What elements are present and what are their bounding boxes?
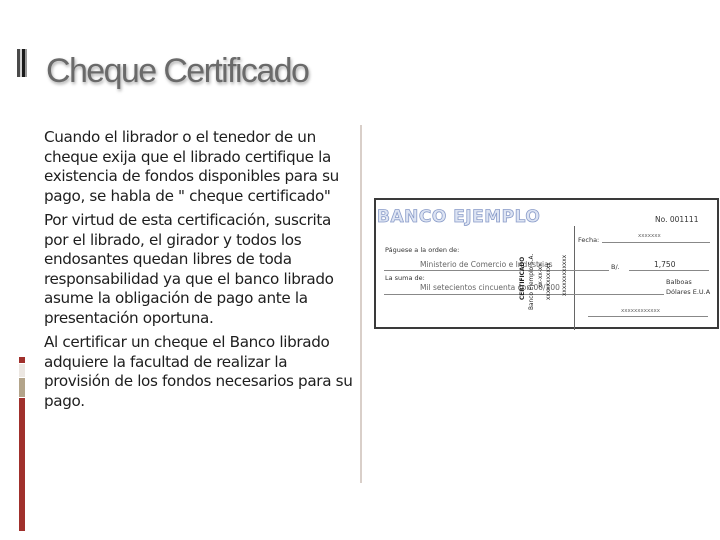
amount-line: [629, 270, 709, 271]
stamp-code-1: xxxxxxxxxxx: [546, 262, 552, 300]
title-marker-decoration: [17, 49, 27, 77]
bank-name: BANCO EJEMPLO: [377, 207, 541, 227]
sum-value: Mil setecientos cincuenta con 00/100: [420, 283, 560, 292]
accent-bar-tan: [19, 378, 25, 397]
payee-label: Páguese a la orden de:: [385, 246, 460, 254]
signature-value: xxxxxxxxxxxx: [621, 308, 661, 314]
stamp-code-2: xxxxxxxxxxxx: [562, 254, 568, 296]
amount-value: 1,750: [654, 260, 676, 269]
date-value: xxxxxxx: [638, 233, 661, 239]
accent-bar-red: [19, 398, 25, 531]
payee-line: [384, 270, 609, 271]
paragraph-2: Por virtud de esta certificación, suscrita por el librado, el girador y todos los endosantes quedan libres de toda responsabilidad ya que el banco librado asume la obligación de pago ante la presentación oportuna.: [44, 211, 334, 327]
currency-label: B/.: [611, 263, 620, 271]
slide-body: [44, 128, 356, 416]
slide-title: Cheque Certificado: [46, 52, 309, 90]
currency-balboas: Balboas: [666, 278, 692, 286]
payee-value: Ministerio de Comercio e Industrias: [420, 260, 553, 269]
date-label: Fecha:: [578, 236, 600, 244]
paragraph-1: Cuando el librador o el tenedor de un cheque exija que el librado certifique la existencia de fondos disponibles para su pago, se habla de " cheque certificado": [44, 128, 339, 205]
accent-bar-red-top: [19, 357, 25, 363]
sum-label: La suma de:: [385, 274, 425, 282]
stamp-date: xx-xx-xx: [538, 263, 544, 288]
paragraph-3: Al certificar un cheque el Banco librado adquiere la facultad de realizar la provisión de los fondos necesarios para su pago.: [44, 333, 353, 410]
stamp-bank: Banco Ejemplo S.A.: [529, 253, 535, 310]
column-divider: [360, 125, 362, 483]
accent-bar-light: [19, 364, 25, 377]
stamp-certified: CERTIFICADO: [520, 256, 526, 300]
currency-dollars: Dólares E.U.A: [666, 288, 711, 296]
date-line: [602, 242, 710, 243]
signature-line: [588, 316, 708, 317]
check-image: [374, 198, 719, 329]
check-number: No. 001111: [655, 215, 699, 224]
check-vertical-rule: [574, 226, 575, 330]
